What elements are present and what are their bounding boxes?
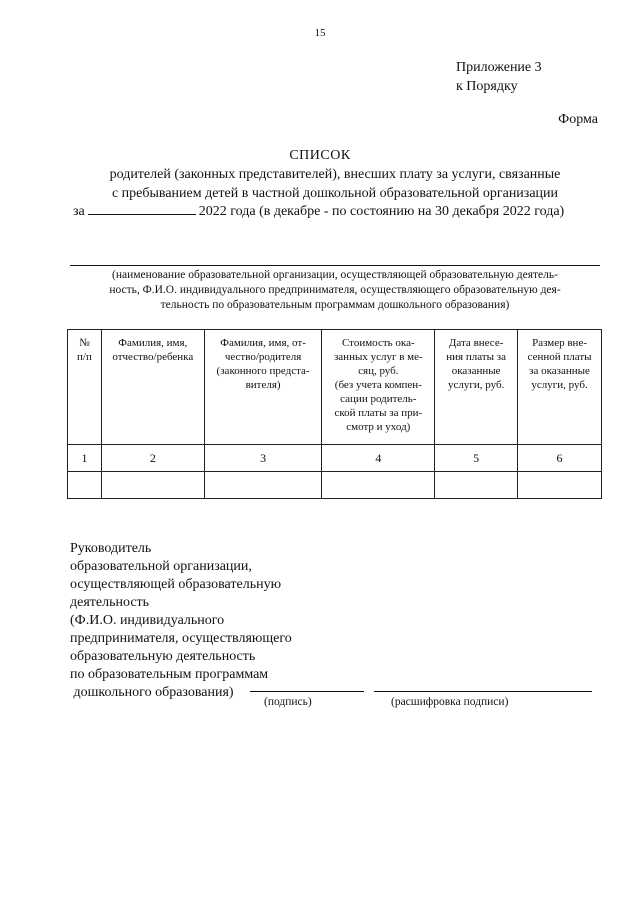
table-cell-empty[interactable] [435, 472, 518, 499]
org-caption-line-1: (наименование образовательной организации, осуществляющей образовательную деятель- [112, 269, 558, 281]
signature-decode-caption: (расшифровка подписи) [391, 696, 509, 708]
org-caption-line-3: тельность по образовательным программам дошкольного образования) [160, 299, 510, 311]
header-text: Фамилия, имя, от- чество/родителя (законного предста- вителя) [216, 337, 310, 391]
signature-decode-blank-line[interactable] [374, 691, 592, 692]
period-blank-field[interactable] [88, 202, 196, 215]
column-number: 3 [204, 445, 322, 472]
org-name-blank-line[interactable] [70, 265, 600, 266]
table-cell-empty[interactable] [518, 472, 602, 499]
header-cell [518, 330, 602, 445]
header-text: Фамилия, имя, отчество/ребенка [112, 337, 194, 363]
signer-line: по образовательным программам [70, 667, 269, 682]
column-number: 5 [435, 445, 518, 472]
document-title: СПИСОК [289, 148, 351, 163]
subtitle-line-1: родителей (законных представителей), внесших плату за услуги, связанные [109, 167, 561, 182]
signer-line: дошкольного образования) [70, 685, 234, 700]
signature-blank-line[interactable] [250, 691, 364, 692]
table-cell-empty[interactable] [322, 472, 435, 499]
period-prefix: за [73, 204, 85, 219]
signer-line: образовательную деятельность [70, 649, 256, 664]
subtitle-line-2: с пребыванием детей в частной дошкольной образовательной организации [111, 186, 559, 201]
appendix-line-2: к Порядку [456, 79, 518, 94]
header-text: № п/п [77, 337, 92, 363]
table-cell-empty[interactable] [101, 472, 204, 499]
org-name-caption [68, 268, 602, 313]
header-cell [322, 330, 435, 445]
period-suffix: 2022 года (в декабре - по состоянию на 30 декабря 2022 года) [198, 204, 565, 219]
header-text: Дата внесе- ния платы за оказанные услуги, руб. [446, 337, 506, 391]
page-number: 15 [314, 27, 326, 39]
table-cell-empty[interactable] [68, 472, 102, 499]
signer-line: образовательной организации, [70, 559, 252, 574]
period-line [73, 202, 564, 220]
document-subtitle [40, 165, 630, 203]
column-number-row [68, 445, 602, 472]
signature-caption: (подпись) [264, 696, 312, 708]
signer-line: деятельность [70, 595, 150, 610]
appendix-line-1: Приложение 3 [456, 60, 542, 75]
form-label: Форма [558, 112, 598, 127]
signer-line: осуществляющей образовательную [70, 577, 282, 592]
header-cell [204, 330, 322, 445]
signer-line: Руководитель [70, 541, 152, 556]
column-number: 4 [322, 445, 435, 472]
column-number: 1 [68, 445, 102, 472]
signer-line: предпринимателя, осуществляющего [70, 631, 292, 646]
header-cell [101, 330, 204, 445]
header-cell [435, 330, 518, 445]
header-text: Размер вне- сенной платы за оказанные услуги, руб. [527, 337, 592, 391]
column-number: 2 [101, 445, 204, 472]
header-cell [68, 330, 102, 445]
org-caption-line-2: ность, Ф.И.О. индивидуального предпринимателя, осуществляющего образовательную дея- [109, 284, 561, 296]
appendix-reference [456, 58, 542, 96]
header-text: Стоимость ока- занных услуг в ме- сяц, руб. (без учета компен- сации родитель- ской платы за при- смотр и уход) [333, 337, 423, 433]
table-cell-empty[interactable] [204, 472, 322, 499]
table-header-row [68, 330, 602, 445]
table-row-empty [68, 472, 602, 499]
signer-line: (Ф.И.О. индивидуального [70, 613, 225, 628]
signer-block [70, 540, 292, 702]
parents-list-table [67, 329, 602, 499]
column-number: 6 [518, 445, 602, 472]
